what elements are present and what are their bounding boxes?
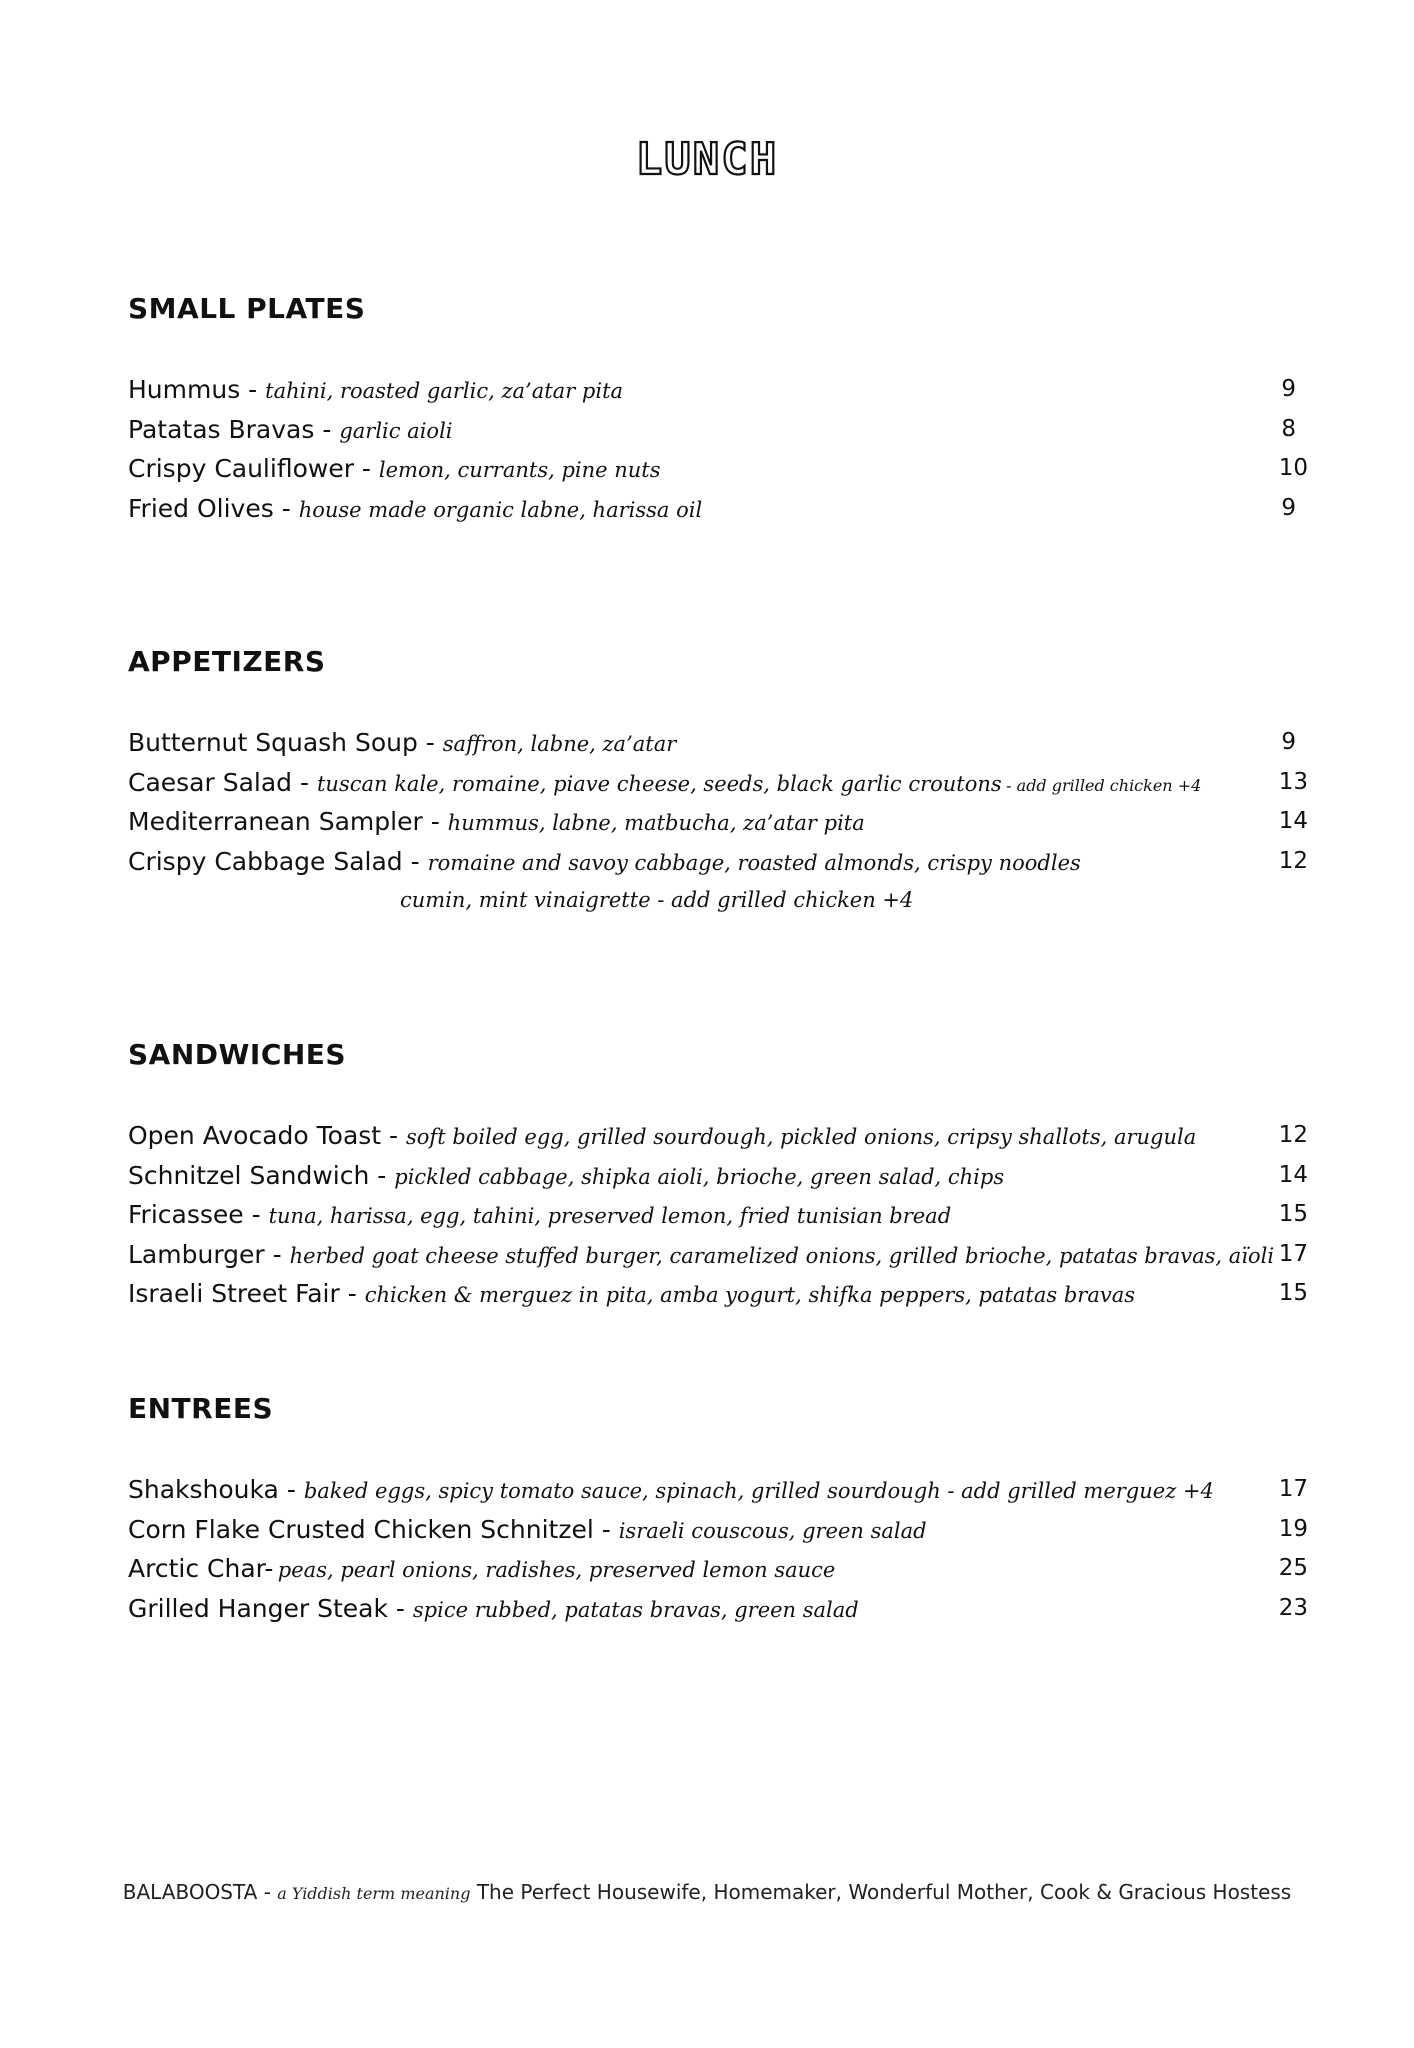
menu-item (128, 1116, 1308, 1156)
item-name: Corn Flake Crusted Chicken Schnitzel (128, 1514, 594, 1544)
item-list (128, 1470, 1308, 1628)
item-separator: - (417, 728, 443, 757)
item-name: Caesar Salad (128, 767, 293, 797)
section-heading: SANDWICHES (128, 1038, 347, 1071)
menu-item (128, 1274, 1308, 1314)
item-name: Fricassee (128, 1200, 244, 1229)
menu-item (128, 370, 1308, 410)
item-name: Patatas Bravas (128, 414, 315, 444)
item-separator: - (314, 414, 340, 444)
item-price: 15 (1278, 1201, 1308, 1227)
item-description: tuscan kale, romaine, piave cheese, seeds, black garlic croutons (316, 771, 1002, 796)
footer-brand: BALABOOSTA - (122, 1880, 271, 1904)
item-description: baked eggs, spicy tomato sauce, spinach, grilled sourdough - add grilled merguez +4 (303, 1479, 1214, 1503)
item-addon: - add grilled chicken +4 (1006, 775, 1202, 795)
item-name: Open Avocado Toast (128, 1121, 382, 1150)
item-price: 14 (1278, 1161, 1308, 1188)
menu-item (128, 842, 1308, 882)
item-description: saffron, labne, za’atar (442, 732, 677, 756)
menu-item (128, 723, 1308, 763)
item-price: 25 (1278, 1555, 1308, 1581)
item-separator: - (292, 767, 317, 797)
menu-item (128, 410, 1308, 450)
item-separator: - (381, 1121, 407, 1150)
item-separator: - (278, 1475, 304, 1504)
item-separator: - (402, 846, 428, 876)
menu-item (128, 1235, 1308, 1275)
section-sandwiches (128, 1038, 1308, 1314)
menu-item (128, 1470, 1308, 1510)
item-description: tahini, roasted garlic, za’atar pita (265, 379, 624, 403)
menu-item (128, 449, 1308, 489)
item-price: 13 (1278, 768, 1308, 795)
item-description: pickled cabbage, shipka aioli, brioche, green salad, chips (394, 1164, 1005, 1189)
item-price: 23 (1278, 1594, 1308, 1621)
item-name: Crispy Cauliflower (128, 454, 354, 483)
item-list (128, 723, 1308, 921)
item-name: Lamburger (128, 1239, 265, 1269)
item-price: 17 (1278, 1240, 1308, 1267)
item-description: soft boiled egg, grilled sourdough, pickled onions, cripsy shallots, arugula (406, 1125, 1197, 1149)
item-separator: - (387, 1593, 413, 1623)
menu-item (128, 1589, 1308, 1629)
item-separator: - (273, 493, 299, 523)
item-description-continued: cumin, mint vinaigrette - add grilled chicken +4 (400, 888, 914, 912)
item-price: 14 (1278, 808, 1308, 834)
menu-item (128, 763, 1308, 803)
section-appetizers (128, 645, 1308, 921)
item-description: house made organic labne, harissa oil (298, 497, 703, 522)
item-description: israeli couscous, green salad (618, 1518, 927, 1543)
footer-meaning: The Perfect Housewife, Homemaker, Wonderful Mother, Cook & Gracious Hostess (476, 1880, 1292, 1904)
item-name: Schnitzel Sandwich (128, 1160, 370, 1190)
item-description: lemon, currants, pine nuts (378, 458, 661, 482)
item-name: Crispy Cabbage Salad (128, 846, 403, 876)
item-list (128, 1116, 1308, 1314)
item-price: 8 (1281, 415, 1296, 442)
section-entrees (128, 1392, 1308, 1628)
item-separator: - (264, 1239, 290, 1269)
item-price: 17 (1278, 1476, 1308, 1502)
section-heading: APPETIZERS (128, 645, 326, 678)
item-separator: - (353, 454, 379, 483)
menu-item (128, 489, 1308, 529)
item-description: romaine and savoy cabbage, roasted almonds, crispy noodles (427, 850, 1081, 875)
item-description: tuna, harissa, egg, tahini, preserved lemon, fried tunisian bread (268, 1204, 952, 1228)
item-separator: - (593, 1514, 619, 1544)
item-name: Hummus (128, 375, 241, 404)
item-list (128, 370, 1308, 528)
item-description: peas, pearl onions, radishes, preserved lemon sauce (277, 1558, 836, 1582)
item-separator: - (339, 1279, 365, 1308)
item-price: 10 (1278, 455, 1308, 481)
section-small-plates (128, 292, 1308, 528)
page-title: LUNCH (635, 134, 779, 185)
item-name: Mediterranean Sampler (128, 807, 423, 836)
menu-item (128, 1156, 1308, 1196)
item-separator: - (240, 375, 266, 404)
item-name: Grilled Hanger Steak (128, 1593, 388, 1623)
item-price: 9 (1281, 494, 1296, 521)
menu-item (128, 1195, 1308, 1235)
item-name: Butternut Squash Soup (128, 728, 418, 757)
item-name: Shakshouka (128, 1475, 279, 1504)
item-price: 9 (1281, 376, 1296, 402)
item-price: 12 (1278, 1122, 1308, 1148)
footer-italic-text: a Yiddish term meaning (277, 1884, 471, 1903)
item-name: Israeli Street Fair (128, 1279, 340, 1308)
section-heading: ENTREES (128, 1392, 274, 1425)
item-description: spice rubbed, patatas bravas, green salad (412, 1597, 859, 1622)
item-price: 12 (1278, 847, 1308, 874)
item-price: 19 (1278, 1515, 1308, 1542)
footer-tagline (0, 1880, 1414, 1904)
item-name: Fried Olives (128, 493, 274, 523)
item-price: 9 (1281, 729, 1296, 755)
menu-item (128, 1549, 1308, 1589)
item-price: 15 (1278, 1280, 1308, 1306)
menu-item (128, 1510, 1308, 1550)
item-description: herbed goat cheese stuffed burger, caramelized onions, grilled brioche, patatas bravas, aïoli (289, 1243, 1275, 1268)
item-separator: - (243, 1200, 269, 1229)
section-heading: SMALL PLATES (128, 292, 366, 325)
item-name: Arctic Char- (128, 1554, 274, 1583)
item-separator: - (369, 1160, 395, 1190)
item-separator: - (422, 807, 448, 836)
item-description: garlic aioli (339, 418, 453, 443)
item-description: chicken & merguez in pita, amba yogurt, shifka peppers, patatas bravas (364, 1283, 1136, 1307)
item-description: hummus, labne, matbucha, za’atar pita (447, 811, 865, 835)
menu-item (128, 802, 1308, 842)
